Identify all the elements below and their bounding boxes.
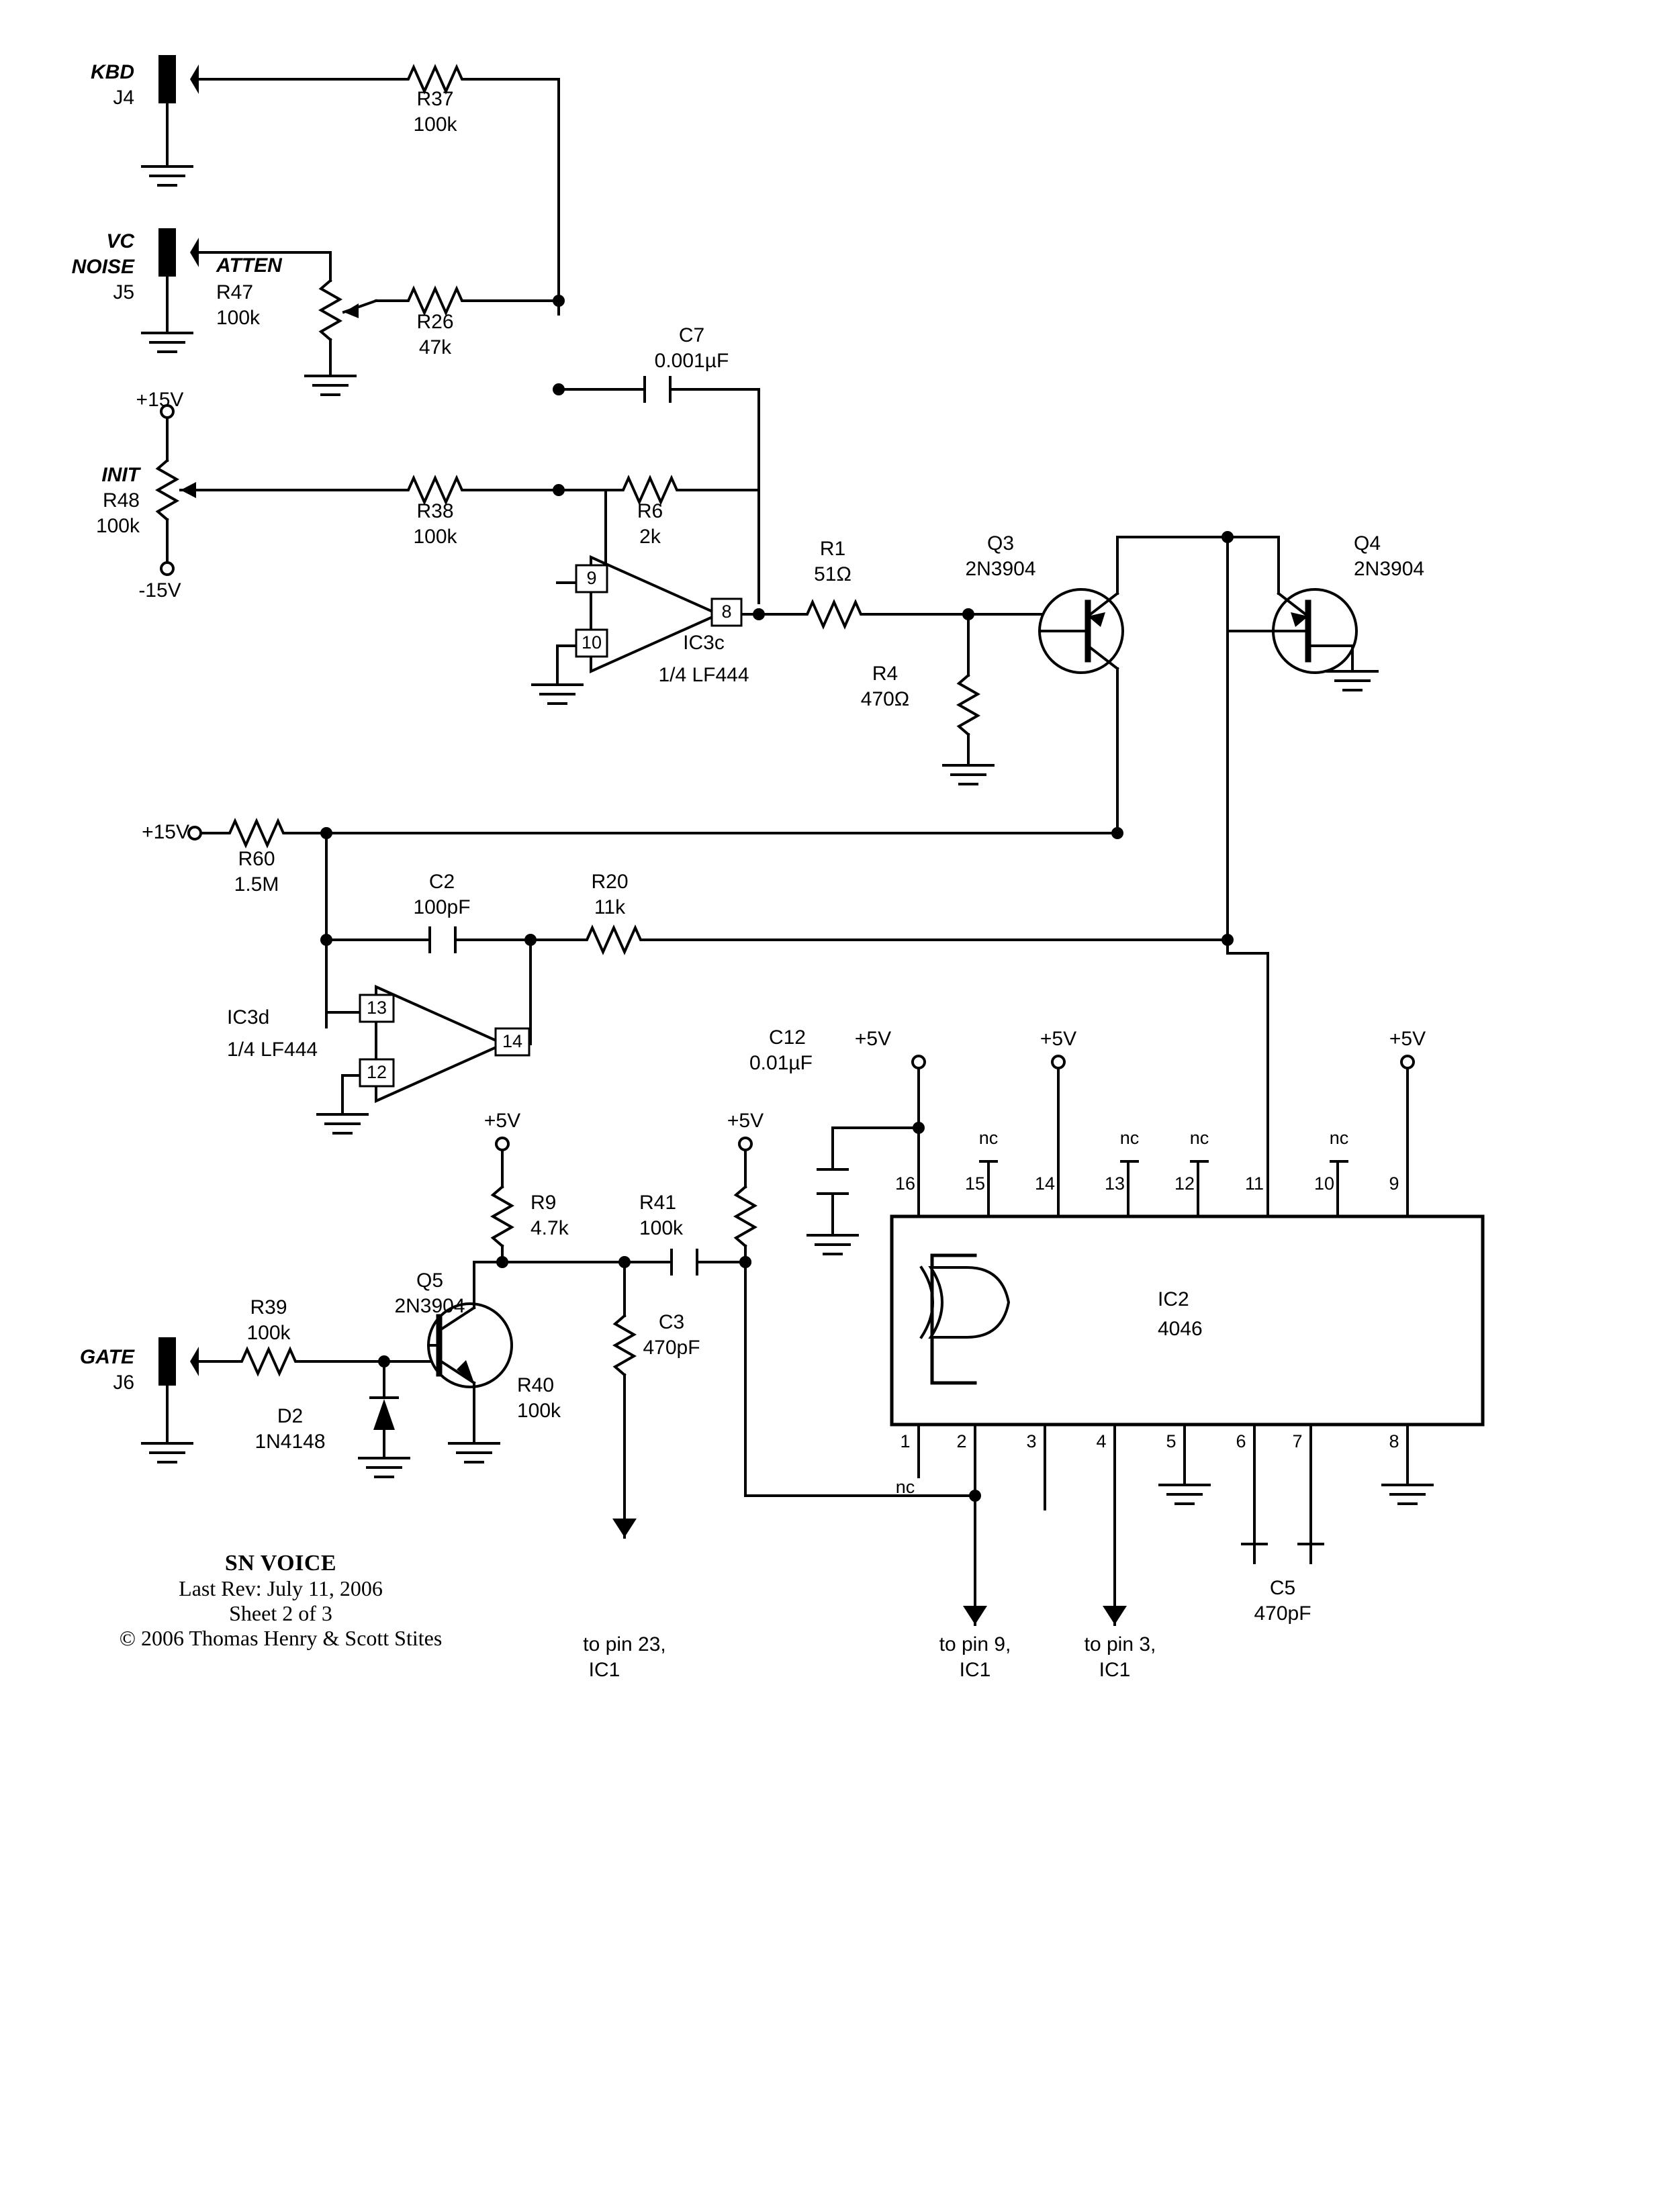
c12-value: 0.01µF: [749, 1052, 813, 1074]
rail-plus15v-r60: +15V: [142, 821, 189, 843]
r4-value: 470Ω: [860, 688, 910, 710]
r1-value: 51Ω: [814, 563, 851, 585]
ic2-nc-pin15: nc: [978, 1128, 999, 1148]
r40-value: 100k: [517, 1400, 561, 1422]
ic2-pin-14: 14: [1034, 1173, 1056, 1194]
ic3c-value: 1/4 LF444: [658, 664, 749, 686]
gate-jack-ref: J6: [113, 1372, 134, 1394]
offpage-ref-pin3-line1: to pin 3,: [1084, 1633, 1156, 1655]
kbd-jack-label: KBD: [91, 61, 134, 83]
q3-ref: Q3: [986, 532, 1015, 555]
ic2-pin-3: 3: [1026, 1431, 1037, 1451]
ic3c-pin-10: 10: [581, 632, 602, 653]
q4-ref: Q4: [1354, 532, 1381, 555]
r26-ref: R26: [416, 311, 454, 333]
c3-value: 470pF: [643, 1337, 700, 1359]
ic2-pin-13: 13: [1104, 1173, 1125, 1194]
ic2-nc-pin1: nc: [895, 1477, 915, 1497]
r39-ref: R39: [250, 1296, 287, 1318]
c7-value: 0.001µF: [654, 350, 729, 372]
atten-label: ATTEN: [216, 254, 282, 277]
rail-plus5v-r41: +5V: [727, 1110, 764, 1132]
ic2-pin-6: 6: [1236, 1431, 1246, 1451]
ic2-pin-10: 10: [1313, 1173, 1335, 1194]
q4-value: 2N3904: [1354, 558, 1425, 580]
r6-value: 2k: [639, 526, 661, 548]
vc-noise-label-2: NOISE: [71, 256, 134, 278]
offpage-ref-pin9-line2: IC1: [959, 1659, 991, 1681]
title-block-title: SN VOICE: [224, 1551, 337, 1576]
title-block-copyright: © 2006 Thomas Henry & Scott Stites: [119, 1626, 443, 1650]
ic2-pin-1: 1: [900, 1431, 911, 1451]
r48-value: 100k: [95, 515, 140, 537]
ic2-nc-pin12: nc: [1189, 1128, 1209, 1148]
c3-ref: C3: [658, 1311, 685, 1333]
r47-ref: R47: [216, 281, 254, 303]
r37-value: 100k: [413, 113, 457, 136]
offpage-ref-pin9-line1: to pin 9,: [939, 1633, 1011, 1655]
r60-value: 1.5M: [234, 873, 279, 896]
ic3d-value: 1/4 LF444: [227, 1039, 318, 1061]
r38-ref: R38: [416, 500, 454, 522]
rail-plus15v-init: +15V: [136, 389, 184, 411]
c2-value: 100pF: [413, 896, 471, 918]
r1-ref: R1: [819, 538, 846, 560]
c7-ref: C7: [678, 324, 705, 346]
vc-noise-ref: J5: [113, 281, 134, 303]
d2-value: 1N4148: [255, 1431, 326, 1453]
r20-ref: R20: [591, 871, 629, 893]
c2-ref: C2: [428, 871, 455, 893]
offpage-ref-pin3-line2: IC1: [1099, 1659, 1131, 1681]
title-block-sheet-number: Sheet 2 of 3: [229, 1601, 332, 1625]
r39-value: 100k: [246, 1322, 291, 1344]
ic2-ref: IC2: [1158, 1288, 1189, 1310]
q5-ref: Q5: [416, 1269, 444, 1292]
ic2-pin-8: 8: [1389, 1431, 1399, 1451]
ic2-pin-7: 7: [1292, 1431, 1303, 1451]
c5-value: 470pF: [1254, 1602, 1311, 1625]
ic3c-pin-9: 9: [586, 568, 597, 588]
r40-ref: R40: [517, 1374, 555, 1396]
ic3d-pin-12: 12: [366, 1062, 387, 1082]
ic2-pin-11: 11: [1244, 1173, 1264, 1194]
ic2-pin-9: 9: [1389, 1173, 1399, 1194]
rail-minus15v-init: -15V: [138, 579, 181, 602]
ic3c-ref: IC3c: [683, 632, 725, 654]
c12-ref: C12: [768, 1026, 806, 1049]
q3-value: 2N3904: [965, 558, 1036, 580]
title-block: [120, 1551, 443, 1651]
r37-ref: R37: [416, 88, 454, 110]
r48-ref: R48: [102, 489, 140, 512]
rail-plus5v-pin14: +5V: [1040, 1028, 1077, 1050]
ic2-value: 4046: [1158, 1318, 1203, 1340]
offpage-ref-pin23-line2: IC1: [588, 1659, 620, 1681]
d2-ref: D2: [277, 1405, 304, 1427]
ic2-pin-5: 5: [1166, 1431, 1177, 1451]
kbd-jack-ref: J4: [113, 87, 134, 109]
vc-noise-label-1: VC: [106, 230, 134, 252]
ic2-nc-pin10: nc: [1329, 1128, 1349, 1148]
r26-value: 47k: [418, 336, 452, 358]
ic2-pin-2: 2: [956, 1431, 967, 1451]
c5-ref: C5: [1269, 1577, 1296, 1599]
ic3c-pin-8: 8: [721, 602, 732, 622]
gate-jack-label: GATE: [79, 1346, 134, 1368]
init-label: INIT: [101, 464, 140, 486]
ic3d-ref: IC3d: [227, 1006, 270, 1028]
r9-ref: R9: [531, 1192, 557, 1214]
title-block-revision: Last Rev: July 11, 2006: [179, 1576, 383, 1600]
r4-ref: R4: [872, 663, 898, 685]
rail-plus5v-pin9: +5V: [1389, 1028, 1426, 1050]
ic3d-pin-13: 13: [366, 998, 387, 1018]
r6-ref: R6: [637, 500, 663, 522]
ic2-pin-16: 16: [894, 1173, 916, 1194]
ic2-nc-pin13: nc: [1119, 1128, 1140, 1148]
r60-ref: R60: [238, 848, 275, 870]
ic2-pin-4: 4: [1096, 1431, 1107, 1451]
r41-value: 100k: [639, 1217, 684, 1239]
offpage-ref-pin23-line1: to pin 23,: [583, 1633, 666, 1655]
r41-ref: R41: [639, 1192, 677, 1214]
r38-value: 100k: [413, 526, 457, 548]
rail-plus5v-c12: +5V: [854, 1028, 892, 1050]
r20-value: 11k: [594, 896, 626, 918]
r9-value: 4.7k: [531, 1217, 569, 1239]
ic3d-pin-14: 14: [502, 1031, 523, 1051]
q5-value: 2N3904: [394, 1295, 465, 1317]
ic2-pin-15: 15: [964, 1173, 986, 1194]
rail-plus5v-r9: +5V: [483, 1110, 521, 1132]
ic2-pin-12: 12: [1174, 1173, 1195, 1194]
r47-value: 100k: [216, 307, 261, 329]
